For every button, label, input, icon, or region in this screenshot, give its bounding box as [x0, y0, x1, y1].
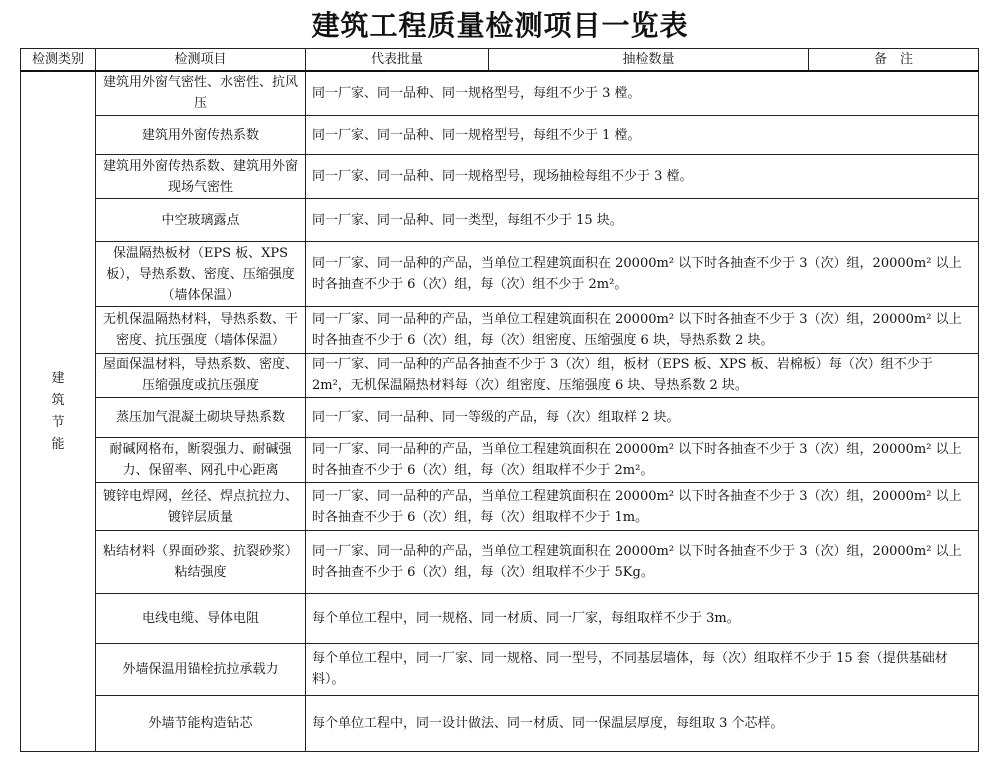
- test-item-cell: 无机保温隔热材料，导热系数、干密度、抗压强度（墙体保温）: [96, 307, 306, 354]
- table-row: [21, 155, 979, 199]
- table-row: [21, 531, 979, 594]
- test-item-cell: 电线电缆、导体电阻: [96, 594, 306, 644]
- header-sampling: 抽检数量: [489, 49, 809, 72]
- header-remark: 备 注: [809, 49, 979, 72]
- category-char: 建: [51, 370, 65, 386]
- sampling-description-cell: 同一厂家、同一品种的产品，当单位工程建筑面积在 20000m² 以下时各抽查不少于 3（次）组，20000m² 以上时各抽查不少于 6（次）组，每（次）组密度、压缩强度 6 块，导热系数 2 块。: [306, 307, 979, 354]
- table-row: [21, 353, 979, 397]
- sampling-description-cell: 每个单位工程中，同一厂家、同一规格、同一型号，不同基层墙体，每（次）组取样不少于 15 套（提供基础材料）。: [306, 643, 979, 695]
- page-title: 建筑工程质量检测项目一览表: [311, 9, 689, 42]
- table-row: [21, 483, 979, 531]
- sampling-description-cell: 每个单位工程中，同一规格、同一材质、同一厂家，每组取样不少于 3m。: [306, 594, 979, 644]
- test-item-cell: 蒸压加气混凝土砌块导热系数: [96, 397, 306, 438]
- test-item-cell: 外墙节能构造钻芯: [96, 695, 306, 751]
- sampling-description-cell: 每个单位工程中，同一设计做法、同一材质、同一保温层厚度，每组取 3 个芯样。: [306, 695, 979, 751]
- test-item-cell: 建筑用外窗传热系数、建筑用外窗现场气密性: [96, 155, 306, 199]
- test-item-cell: 建筑用外窗传热系数: [96, 115, 306, 155]
- sampling-description-cell: 同一厂家、同一品种、同一规格型号，现场抽检每组不少于 3 樘。: [306, 155, 979, 199]
- category-char: 筑: [51, 392, 65, 408]
- table-header-row: [21, 49, 979, 72]
- test-item-cell: 屋面保温材料，导热系数、密度、压缩强度或抗压强度: [96, 353, 306, 397]
- header-batch: 代表批量: [306, 49, 489, 72]
- table-row: [21, 307, 979, 354]
- test-item-cell: 建筑用外窗气密性、水密性、抗风压: [96, 71, 306, 115]
- table-row: [21, 438, 979, 483]
- table-row: [21, 397, 979, 438]
- category-cell: [21, 71, 96, 752]
- table-body: [21, 71, 979, 752]
- sampling-description-cell: 同一厂家、同一品种、同一规格型号，每组不少于 1 樘。: [306, 115, 979, 155]
- sampling-description-cell: 同一厂家、同一品种的产品，当单位工程建筑面积在 20000m² 以下时各抽查不少于 3（次）组，20000m² 以上时各抽查不少于 6（次）组，每（次）组取样不少于 2m²。: [306, 438, 979, 483]
- sampling-description-cell: 同一厂家、同一品种、同一规格型号，每组不少于 3 樘。: [306, 71, 979, 115]
- sampling-description-cell: 同一厂家、同一品种、同一类型，每组不少于 15 块。: [306, 199, 979, 242]
- inspection-table: [20, 48, 979, 752]
- test-item-cell: 耐碱网格布，断裂强力、耐碱强力、保留率、网孔中心距离: [96, 438, 306, 483]
- test-item-cell: 镀锌电焊网，丝径、焊点抗拉力、镀锌层质量: [96, 483, 306, 531]
- test-item-cell: 外墙保温用锚栓抗拉承载力: [96, 643, 306, 695]
- test-item-cell: 保温隔热板材（EPS 板、XPS 板），导热系数、密度、压缩强度（墙体保温）: [96, 241, 306, 306]
- table-row: [21, 115, 979, 155]
- table-row: [21, 594, 979, 644]
- table-row: [21, 71, 979, 115]
- category-char: 节: [51, 414, 65, 430]
- table-row: [21, 199, 979, 242]
- sampling-description-cell: 同一厂家、同一品种、同一等级的产品，每（次）组取样 2 块。: [306, 397, 979, 438]
- header-category: 检测类别: [21, 49, 96, 72]
- category-char: 能: [51, 436, 65, 452]
- sampling-description-cell: 同一厂家、同一品种的产品，当单位工程建筑面积在 20000m² 以下时各抽查不少于 3（次）组，20000m² 以上时各抽查不少于 6（次）组，每（次）组取样不少于 1m。: [306, 483, 979, 531]
- test-item-cell: 粘结材料（界面砂浆、抗裂砂浆）粘结强度: [96, 531, 306, 594]
- sampling-description-cell: 同一厂家、同一品种的产品，当单位工程建筑面积在 20000m² 以下时各抽查不少于 3（次）组，20000m² 以上时各抽查不少于 6（次）组，每（次）组取样不少于 5Kg。: [306, 531, 979, 594]
- table-row: [21, 643, 979, 695]
- sampling-description-cell: 同一厂家、同一品种的产品各抽查不少于 3（次）组，板材（EPS 板、XPS 板、岩棉板）每（次）组不少于 2m²，无机保温隔热材料每（次）组密度、压缩强度 6 块、导热系数 2 块。: [306, 353, 979, 397]
- table-row: [21, 241, 979, 306]
- test-item-cell: 中空玻璃露点: [96, 199, 306, 242]
- table-row: [21, 695, 979, 751]
- header-item: 检测项目: [96, 49, 306, 72]
- sampling-description-cell: 同一厂家、同一品种的产品，当单位工程建筑面积在 20000m² 以下时各抽查不少于 3（次）组，20000m² 以上时各抽查不少于 6（次）组，每（次）组不少于 2m²。: [306, 241, 979, 306]
